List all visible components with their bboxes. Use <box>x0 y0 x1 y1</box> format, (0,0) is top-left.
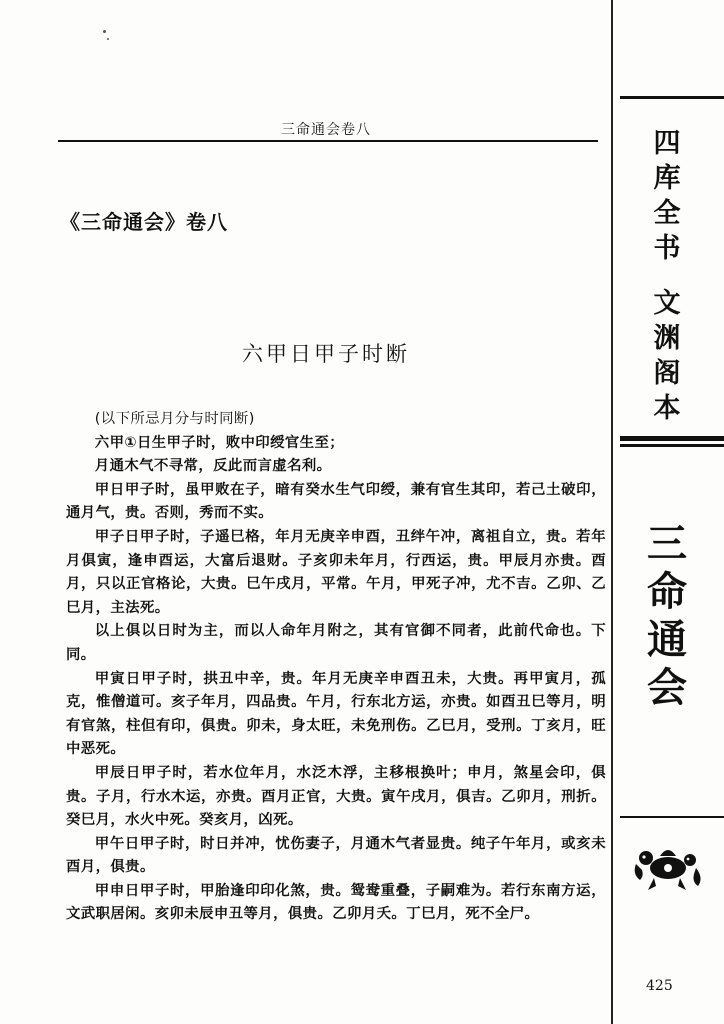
sidebar-collection-title <box>624 126 710 426</box>
verse-line: 六甲①日生甲子时，败中印绶官生至； <box>94 434 345 451</box>
sidebar-char: 命 <box>647 568 687 615</box>
sidebar-rule-double <box>620 436 724 441</box>
sidebar-char: 全 <box>653 198 681 229</box>
body-note: (以下所忌月分与时同断) <box>94 411 255 427</box>
sidebar-char: 阁 <box>653 358 681 389</box>
sidebar-char: 书 <box>653 233 681 264</box>
body-paragraph: 甲辰日甲子时，若水位年月，水泛木浮，主移根换叶；申月，煞星会印，俱贵。子月，行水木运，亦贵。酉月正官，大贵。寅午戌月，俱吉。乙卯月，刑折。癸巳月，水火中死。癸亥月，凶死。 <box>66 764 606 829</box>
dragon-emblem-icon <box>630 838 706 894</box>
sidebar-char: 四 <box>653 128 681 159</box>
sidebar-rule-bottom <box>620 816 724 818</box>
verse-line: 月通木气不寻常，反此而言虚名利。 <box>94 458 332 475</box>
sidebar-rule-top <box>620 96 724 99</box>
body-paragraph: 以上俱以日时为主，而以人命年月附之，其有官御不同者，此前代命也。下同。 <box>66 623 606 663</box>
sidebar-char: 渊 <box>653 323 681 354</box>
sidebar-char: 库 <box>653 163 681 194</box>
sidebar-rule-double <box>620 444 724 447</box>
sidebar-char: 本 <box>653 393 681 424</box>
sidebar-char: 三 <box>647 520 687 567</box>
body-paragraph: 甲子日甲子时，子遥巳格，年月无庚辛申酉，丑绊午冲，离祖自立，贵。若年月俱寅，逢申酉运，大富后退财。子亥卯未年月，行西运，贵。甲辰月亦贵。酉月，只以正官格论，大贵。巳午戌月，平常。午月，甲死子冲，尤不吉。乙卯、乙巳月，主法死。 <box>66 528 606 616</box>
page-number: 425 <box>646 978 673 994</box>
sidebar-char: 文 <box>653 288 681 319</box>
volume-title: 《三命通会》卷八 <box>60 210 228 234</box>
sidebar-book-title <box>624 520 710 712</box>
sidebar-char: 会 <box>647 664 687 711</box>
body-paragraph: 甲寅日甲子时，拱丑中辛，贵。年月无庚辛申酉丑未，大贵。再甲寅月，孤克，惟僧道可。亥子年月，四品贵。午月，行东北方运，亦贵。如酉丑巳等月，明有官煞，柱但有印，俱贵。卯未，身太旺，未免刑伤。乙巳月，受刑。丁亥月，旺中恶死。 <box>66 670 606 758</box>
body-paragraph: 甲午日甲子时，时日并冲，忧伤妻子，月通木气者显贵。纯子午年月，或亥未酉月，俱贵。 <box>66 835 606 876</box>
running-header: 三命通会卷八 <box>281 122 371 138</box>
body-text <box>66 408 606 927</box>
scan-speck <box>103 30 106 33</box>
sidebar-char: 通 <box>647 616 687 663</box>
section-title: 六甲日甲子时断 <box>242 342 410 366</box>
body-paragraph: 甲申日甲子时，甲胎逢印印化煞，贵。鸳鸯重叠，子嗣难为。若行东南方运，文武职居闲。亥卯未辰申丑等月，俱贵。乙卯月夭。丁巳月，死不全尸。 <box>66 882 606 923</box>
sidebar-divider <box>611 0 613 1024</box>
scan-speck <box>107 38 109 40</box>
header-rule <box>58 140 598 142</box>
body-paragraph: 甲日甲子时，虽甲败在子，暗有癸水生气印绶，兼有官生其印，若己土破印，通月气，贵。否则，秀而不实。 <box>66 481 606 522</box>
